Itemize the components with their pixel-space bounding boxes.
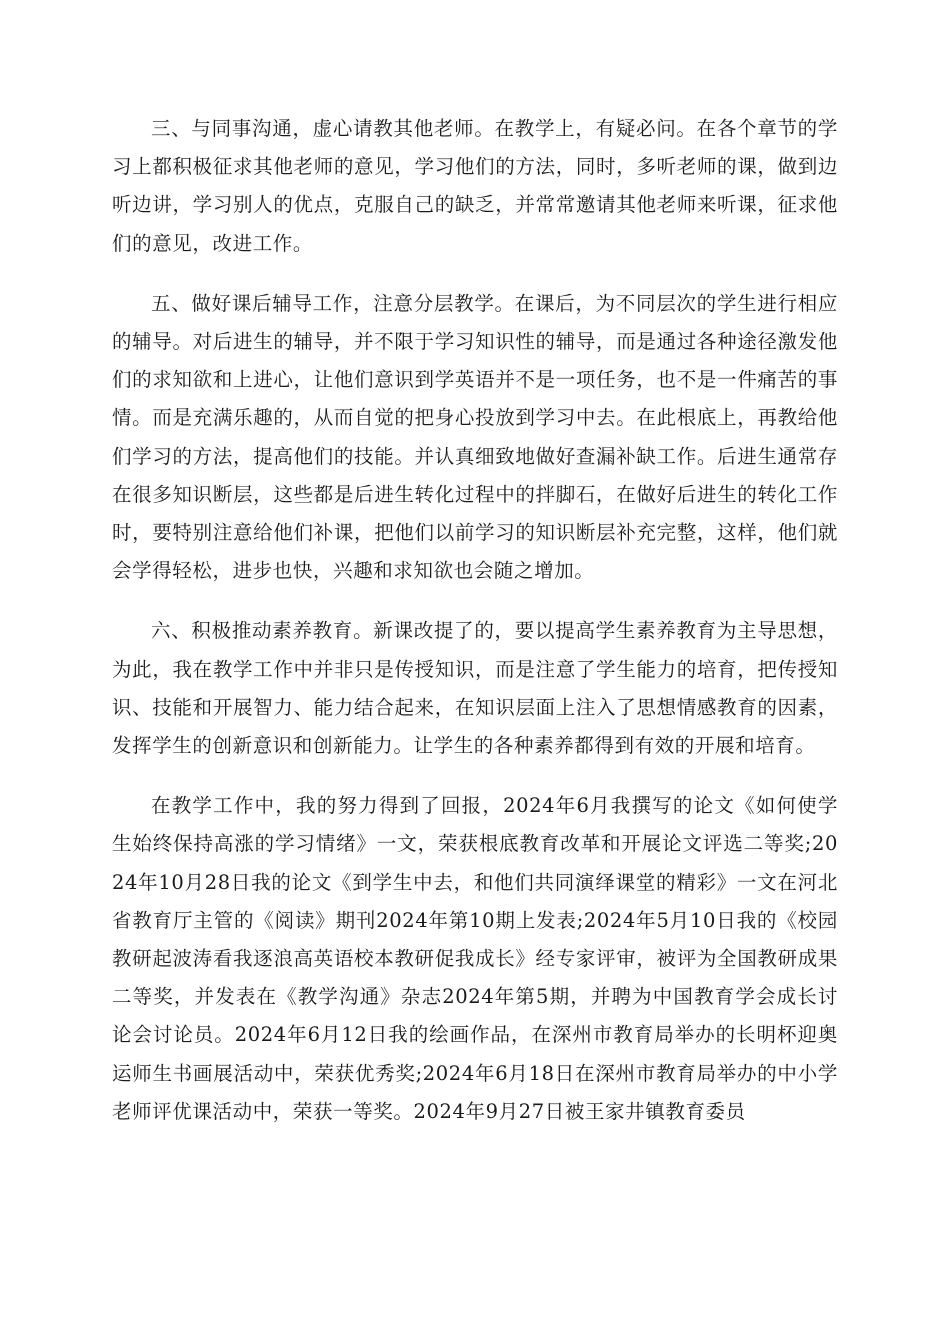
document-page: [112, 110, 838, 1153]
paragraph-achievements: 在教学工作中，我的努力得到了回报，2024年6月我撰写的论文《如何使学生始终保持高涨的学习情绪》一文，荣获根底教育改革和开展论文评选二等奖;2024年10月28日我的论文《到学生中去，和他们共同演绎课堂的精彩》一文在河北省教育厅主管的《阅读》期刊2024年第10期上发表;2024年5月10日我的《校园教研起波涛看我逐浪高英语校本教研促我成长》经专家评审，被评为全国教研成果二等奖，并发表在《教学沟通》杂志2024年第5期，并聘为中国教育学会成长讨论会讨论员。2024年6月12日我的绘画作品，在深州市教育局举办的长明杯迎奥运师生书画展活动中，荣获优秀奖;2024年6月18日在深州市教育局举办的中小学老师评优课活动中，荣获一等奖。2024年9月27日被王家井镇教育委员: [112, 794, 838, 1123]
paragraph-communication: 三、与同事沟通，虚心请教其他老师。在教学上，有疑必问。在各个章节的学习上都积极征求其他老师的意见，学习他们的方法，同时，多听老师的课，做到边听边讲，学习别人的优点，克服自己的缺乏，并常常邀请其他老师来听课，征求他们的意见，改进工作。: [112, 117, 838, 255]
paragraph-tutoring: 五、做好课后辅导工作，注意分层教学。在课后，为不同层次的学生进行相应的辅导。对后进生的辅导，并不限于学习知识性的辅导，而是通过各种途径激发他们的求知欲和上进心，让他们意识到学英语并不是一项任务，也不是一件痛苦的事情。而是充满乐趣的，从而自觉的把身心投放到学习中去。在此根底上，再教给他们学习的方法，提高他们的技能。并认真细致地做好查漏补缺工作。后进生通常存在很多知识断层，这些都是后进生转化过程中的拌脚石，在做好后进生的转化工作时，要特别注意给他们补课，把他们以前学习的知识断层补充完整，这样，他们就会学得轻松，进步也快，兴趣和求知欲也会随之增加。: [112, 291, 838, 583]
paragraph-quality-education: 六、积极推动素养教育。新课改提了的，要以提高学生素养教育为主导思想，为此，我在教学工作中并非只是传授知识，而是注意了学生能力的培育，把传授知识、技能和开展智力、能力结合起来，在知识层面上注入了思想情感教育的因素，发挥学生的创新意识和创新能力。让学生的各种素养都得到有效的开展和培育。: [112, 619, 838, 758]
